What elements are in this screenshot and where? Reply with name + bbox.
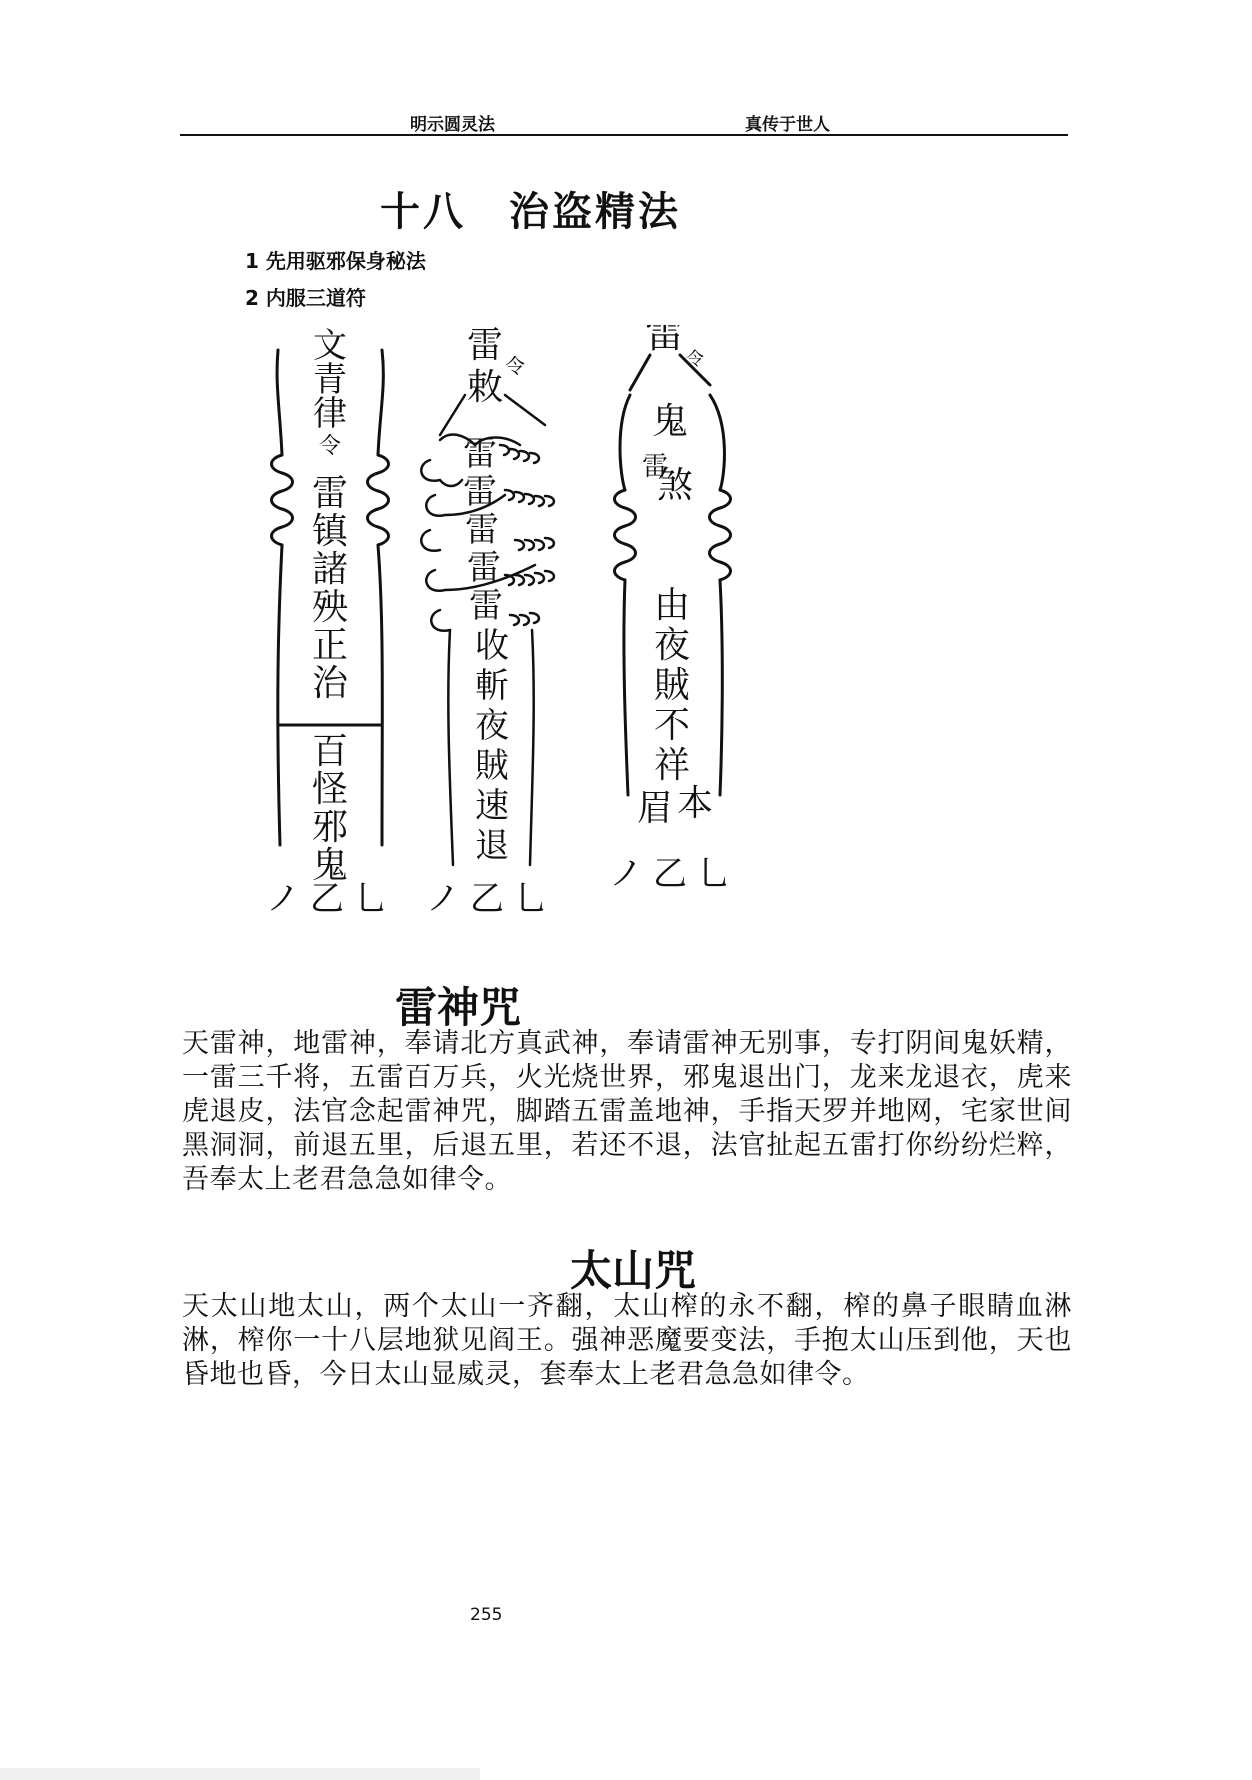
talisman-1-body-char: 殃 <box>311 587 349 628</box>
talisman-2-body-char: 退 <box>475 826 509 866</box>
header-left-title: 明示圆灵法 <box>410 115 495 135</box>
talisman-1-body-char: 邪 <box>311 807 349 848</box>
talisman-3-footer: ノ乙乚 <box>609 854 741 894</box>
talisman-drawing <box>270 325 830 945</box>
header-right-title: 真传于世人 <box>745 115 830 135</box>
talisman-1-top-char: 律 <box>313 394 347 434</box>
talisman-3-body-char: 煞 <box>656 465 694 506</box>
talisman-3-body-char: 夜 <box>653 625 691 666</box>
talisman-2-body-char: 速 <box>475 786 509 826</box>
talisman-1-body-char: 雷 <box>311 473 349 514</box>
talisman-3-top-char: 令 <box>686 349 704 370</box>
talisman-3-body-char: 祥 <box>653 745 691 786</box>
scan-edge-strip <box>0 1768 480 1780</box>
talisman-3-body-char: 眉 <box>636 788 674 829</box>
talisman-1-top-char: 文 <box>313 326 347 366</box>
section-heading-tai-shan-zhou: 太山咒 <box>570 1246 697 1295</box>
talisman-2-body-char: 夜 <box>475 706 509 746</box>
talisman-3-body-char: 由 <box>653 585 691 626</box>
talisman-2-body-char: 雷 <box>465 510 499 550</box>
talisman-2-body-char: 斬 <box>475 666 509 706</box>
talisman-1-body-char: 治 <box>311 663 349 704</box>
talisman-1-body-char: 怪 <box>311 769 349 810</box>
header-rule <box>180 134 1068 136</box>
talisman-3-top-char: 雷 <box>645 325 685 357</box>
talisman-2-top-char: 敕 <box>466 367 504 408</box>
talisman-3-top-chars <box>645 325 704 370</box>
talisman-1-body-char: 正 <box>311 625 349 666</box>
section-text-tai-shan-zhou: 天太山地太山，两个太山一齐翻，太山榨的永不翻，榨的鼻子眼睛血淋淋，榨你一十八层地狱见阎王。强神恶魔要变法，手抱太山压到他，天也昏地也昏，今日太山显威灵，套奉太上老君急急如律令。 <box>182 1291 1072 1390</box>
talisman-2-body-char: 雷 <box>463 434 497 474</box>
talisman-2-top-char: 令 <box>505 354 525 378</box>
talisman-1-body-chars <box>312 473 350 886</box>
talisman-1-top-char: 青 <box>313 360 347 400</box>
talisman-2-body-char: 雷 <box>469 586 503 626</box>
step-2: 2 内服三道符 <box>245 286 366 310</box>
talisman-3-body-char: 不 <box>653 705 691 746</box>
talisman-2-footer: ノ乙乚 <box>426 879 558 919</box>
talisman-3-body-char: 鬼 <box>651 401 689 442</box>
talisman-1-body-char: 百 <box>311 731 349 772</box>
talisman-1-footer: ノ乙乚 <box>270 879 398 919</box>
chapter-title: 十八 治盗精法 <box>380 188 681 235</box>
page-number: 255 <box>470 1605 503 1625</box>
talisman-2-body-char: 收 <box>475 626 509 666</box>
section-text-lei-shen-zhou: 天雷神，地雷神，奉请北方真武神，奉请雷神无别事，专打阴间鬼妖精，一雷三千将，五雷百万兵，火光烧世界，邪鬼退出门，龙来龙退衣，虎来虎退皮，法官念起雷神咒，脚踏五雷盖地神，手指天罗并地网，宅家世间黑洞洞，前退五里，后退五里，若还不退，法官扯起五雷打你纷纷烂粹，吾奉太上老君急急如律令。 <box>182 1028 1072 1195</box>
talisman-2-body-chars <box>463 434 509 866</box>
talisman-2-top-chars <box>467 325 525 408</box>
talisman-3-body-char: 賊 <box>653 665 691 706</box>
talisman-1-top-chars <box>313 326 347 459</box>
talisman-1-top-char: 令 <box>318 434 342 459</box>
talisman-2-body-char: 雷 <box>467 548 501 588</box>
talisman-2-body-char: 雷 <box>463 472 497 512</box>
section-heading-lei-shen-zhou: 雷神咒 <box>395 983 522 1032</box>
talisman-illustration <box>270 325 830 945</box>
talisman-2-top-char: 雷 <box>466 325 504 366</box>
talisman-1-body-char: 鬼 <box>311 845 349 886</box>
talisman-1-body-char: 諸 <box>311 549 349 590</box>
step-1: 1 先用驱邪保身秘法 <box>245 249 426 273</box>
talisman-3-body-char: 本 <box>676 783 714 824</box>
talisman-3-body-chars <box>637 401 713 829</box>
talisman-1-body-char: 镇 <box>311 511 349 552</box>
talisman-3-body-char: 雷 <box>641 452 669 482</box>
talisman-2-body-char: 賊 <box>475 746 509 786</box>
